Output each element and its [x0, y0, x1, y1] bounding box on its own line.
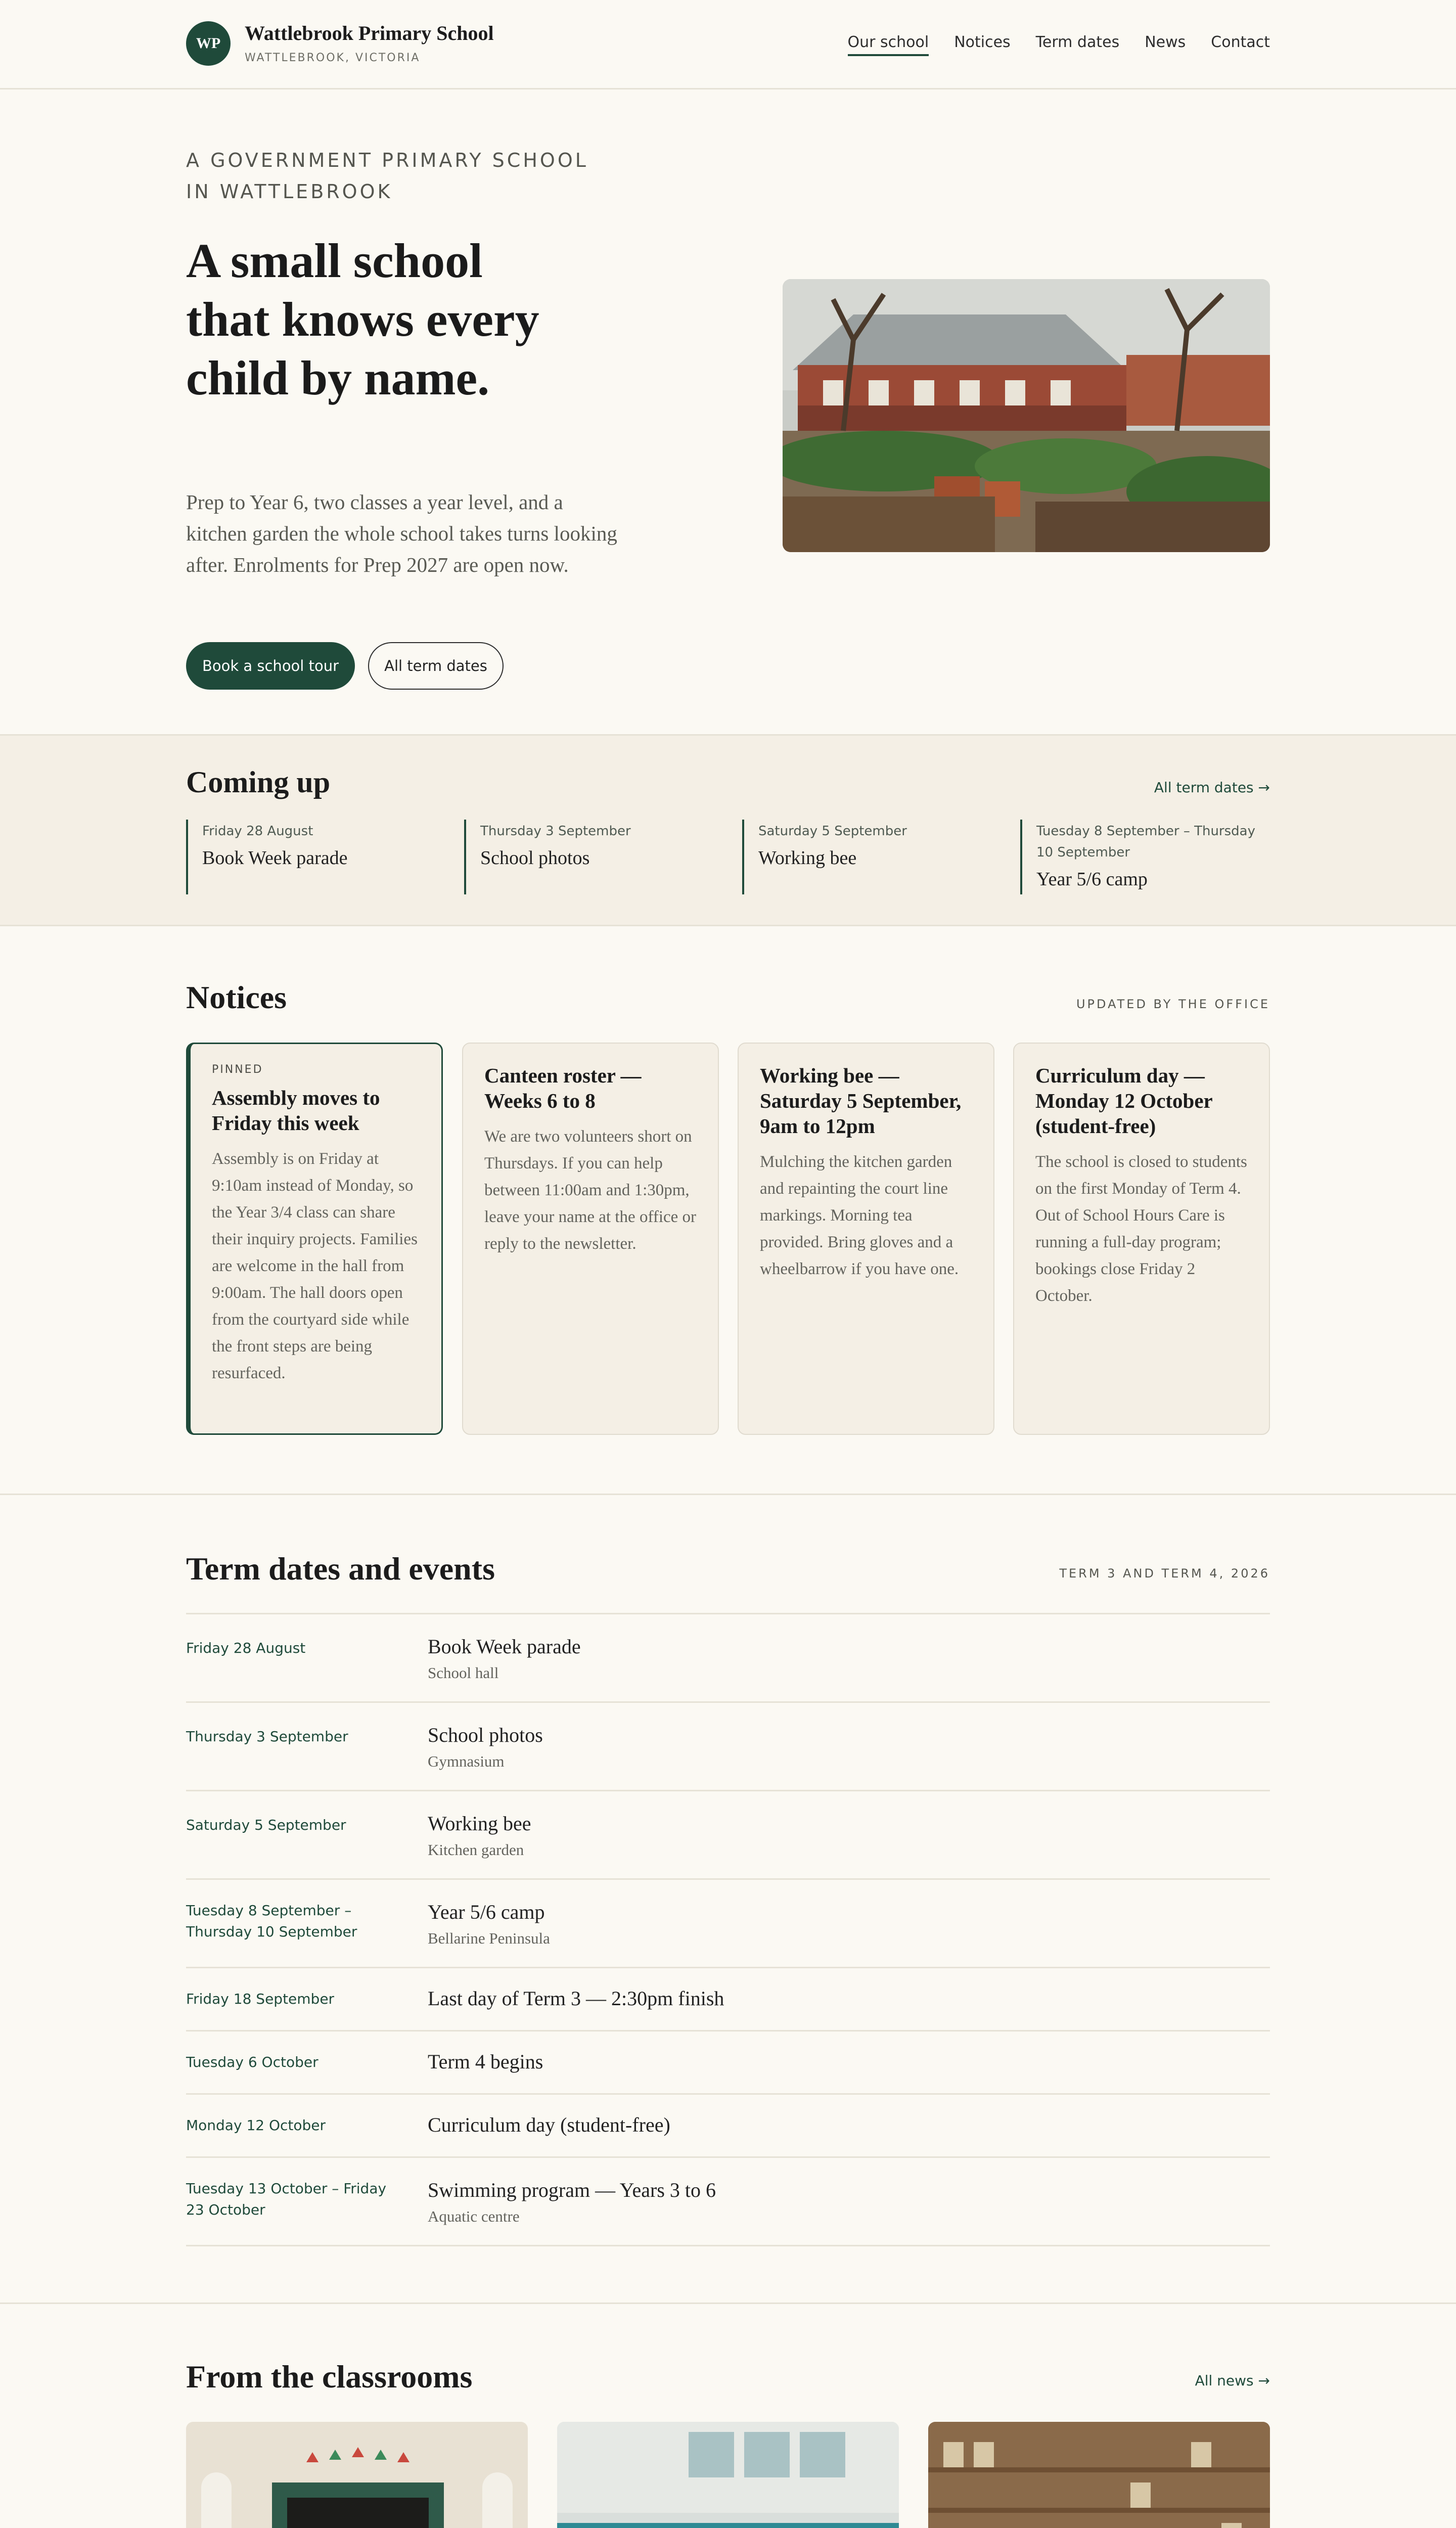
all-term-dates-link[interactable]: All term dates → [1154, 779, 1270, 796]
pinned-label: PINNED [212, 1063, 263, 1076]
all-news-link[interactable]: All news → [1195, 2372, 1270, 2389]
term-date: Friday 28 August [186, 1640, 306, 1656]
term-date: Tuesday 13 October – Friday 23 October [186, 2180, 387, 2218]
event-title: Book Week parade [202, 847, 348, 869]
book-tour-button[interactable]: Book a school tour [186, 642, 355, 690]
term-dates-meta: TERM 3 AND TERM 4, 2026 [1059, 1566, 1270, 1581]
term-date-row [186, 2093, 1270, 2157]
term-event-location: School hall [428, 1664, 499, 1682]
term-date-row [186, 2030, 1270, 2094]
event-title: Working bee [758, 847, 857, 869]
nav-our-school[interactable]: Our school [848, 33, 929, 56]
term-event-title: Last day of Term 3 — 2:30pm finish [428, 1987, 724, 2010]
notices-title: Notices [186, 979, 287, 1015]
event-date: Saturday 5 September [758, 824, 907, 839]
nav-notices[interactable]: Notices [954, 33, 1011, 51]
term-date: Tuesday 8 September – Thursday 10 September [186, 1902, 357, 1940]
term-date: Tuesday 6 October [186, 2054, 318, 2070]
term-date-row [186, 1967, 1270, 2031]
term-event-title: Year 5/6 camp [428, 1901, 545, 1923]
school-garden-photo [783, 279, 1270, 552]
term-event-title: Book Week parade [428, 1635, 581, 1658]
main-nav [848, 33, 1270, 56]
nav-news[interactable]: News [1145, 33, 1186, 51]
news-title: From the classrooms [186, 2359, 473, 2395]
concert-hall-photo[interactable] [186, 2422, 528, 2528]
term-date: Thursday 3 September [186, 1728, 348, 1745]
notice-card[interactable] [1013, 1043, 1270, 1435]
reading-corner-photo[interactable] [928, 2422, 1270, 2528]
notice-body: We are two volunteers short on Thursdays. If you can help between 11:00am and 1:30pm, leave your name at the office or reply to the newsletter. [484, 1127, 697, 1253]
term-event-location: Gymnasium [428, 1752, 505, 1770]
term-dates-title: Term dates and events [186, 1551, 495, 1587]
notice-title: Working bee — Saturday 5 September, 9am to 12pm [760, 1064, 962, 1138]
term-event-title: Term 4 begins [428, 2050, 543, 2073]
coming-up-item[interactable] [742, 820, 1011, 894]
term-date-row [186, 1790, 1270, 1878]
term-event-location: Bellarine Peninsula [428, 1929, 550, 1947]
notice-body: The school is closed to students on the first Monday of Term 4. Out of School Hours Care is running a full-day program; bookings close Friday 2 October. [1035, 1153, 1247, 1305]
term-date: Monday 12 October [186, 2117, 326, 2134]
notice-card[interactable] [462, 1043, 719, 1435]
coming-up-item[interactable] [464, 820, 733, 894]
term-event-title: School photos [428, 1724, 543, 1746]
school-location: WATTLEBROOK, VICTORIA [245, 52, 421, 64]
term-date: Saturday 5 September [186, 1817, 346, 1833]
site-header [0, 0, 1456, 89]
notice-body: Mulching the kitchen garden and repainting the court line markings. Morning tea provided. Bring gloves and a wheelbarrow if you have one. [760, 1153, 959, 1278]
hero-title: A small school that knows every child by name. [186, 234, 539, 405]
coming-up-item[interactable] [186, 820, 455, 894]
event-title: School photos [480, 847, 590, 869]
term-date-row [186, 1701, 1270, 1790]
notices-meta: UPDATED BY THE OFFICE [1076, 997, 1270, 1011]
notice-body: Assembly is on Friday at 9:10am instead of Monday, so the Year 3/4 class can share their inquiry projects. Families are welcome in the hall from 9:00am. The hall doors open from the courtyard side while the front steps are being resurfaced. [212, 1150, 418, 1382]
notice-title: Canteen roster — Weeks 6 to 8 [484, 1064, 642, 1112]
hero-eyebrow: A GOVERNMENT PRIMARY SCHOOL IN WATTLEBROOK [186, 149, 588, 203]
event-date: Tuesday 8 September – Thursday 10 September [1036, 824, 1255, 860]
coming-up-title: Coming up [186, 765, 331, 799]
notice-card[interactable] [738, 1043, 994, 1435]
section-divider [0, 2303, 1456, 2304]
term-event-title: Swimming program — Years 3 to 6 [428, 2179, 716, 2201]
all-term-dates-button[interactable]: All term dates [368, 642, 504, 690]
term-event-location: Kitchen garden [428, 1841, 524, 1859]
hero-intro: Prep to Year 6, two classes a year level, and a kitchen garden the whole school takes turns looking after. Enrolments for Prep 2027 are open now. [186, 490, 617, 576]
term-event-title: Working bee [428, 1812, 531, 1835]
term-event-location: Aquatic centre [428, 2207, 520, 2225]
nav-contact[interactable]: Contact [1211, 33, 1270, 51]
event-date: Friday 28 August [202, 824, 313, 839]
section-divider [0, 1494, 1456, 1495]
term-date-row [186, 1613, 1270, 1701]
notice-title: Assembly moves to Friday this week [212, 1086, 380, 1135]
coming-up-item[interactable] [1020, 820, 1272, 894]
term-date-row [186, 2156, 1270, 2246]
nav-term-dates[interactable]: Term dates [1035, 33, 1120, 51]
notice-card-pinned[interactable] [186, 1043, 443, 1435]
notice-title: Curriculum day — Monday 12 October (student-free) [1035, 1064, 1213, 1138]
term-date: Friday 18 September [186, 1991, 335, 2007]
term-event-title: Curriculum day (student-free) [428, 2113, 670, 2136]
event-date: Thursday 3 September [480, 824, 631, 839]
coming-up-section [0, 734, 1456, 926]
term-date-row [186, 1878, 1270, 1967]
school-logo[interactable]: WP [186, 21, 231, 66]
event-title: Year 5/6 camp [1036, 869, 1148, 890]
school-name[interactable]: Wattlebrook Primary School [245, 22, 494, 44]
swimming-pool-photo[interactable] [557, 2422, 899, 2528]
